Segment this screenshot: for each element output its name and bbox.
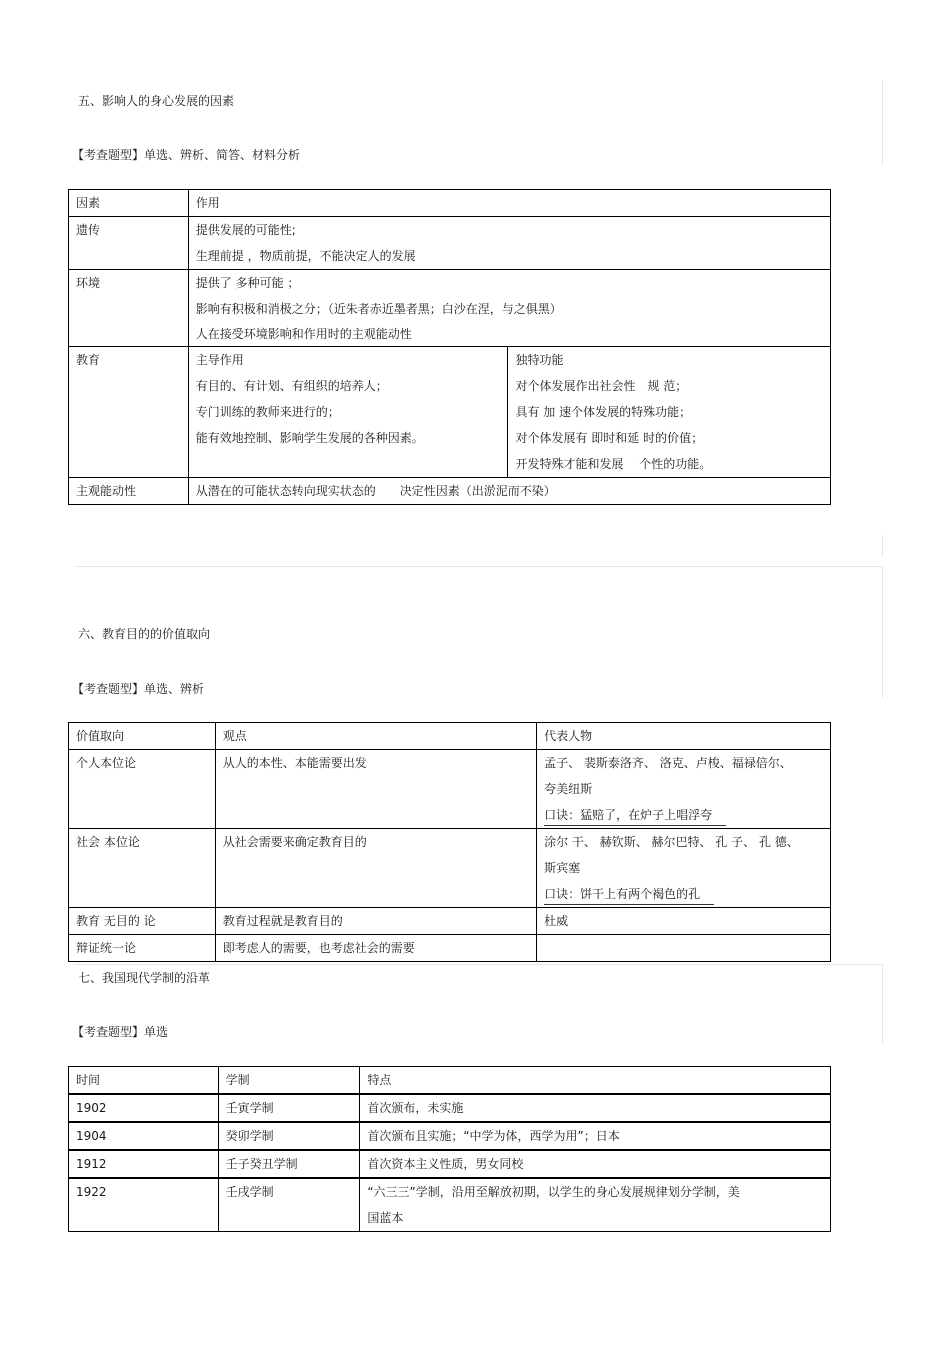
effect-line: 有目的、有计划、有组织的培养人； [195, 379, 388, 393]
effect-title: 主导作用 [195, 353, 244, 367]
system-cell: 壬寅学制 [218, 1094, 360, 1122]
table-header-row [69, 723, 831, 750]
table-row [69, 478, 831, 505]
feature-cell: 首次颁布，未实施 [360, 1094, 831, 1122]
page-edge-line [882, 566, 883, 698]
table-row [69, 1094, 831, 1122]
effect-title: 独特功能 [515, 353, 564, 367]
feature-cell [360, 1178, 831, 1232]
effect-line: 能有效地控制、影响学生发展的各种因素。 [195, 431, 424, 445]
year-cell: 1904 [69, 1122, 219, 1150]
mnemonic-text: 口诀：饼干上有两个褐色的孔 [544, 884, 714, 905]
mnemonic-line [544, 802, 823, 828]
table-header-row [69, 1067, 831, 1095]
table-row [69, 935, 831, 962]
factor-cell: 教育 [69, 347, 189, 478]
people-cell: 杜威 [537, 908, 831, 935]
header-cell: 学制 [218, 1067, 360, 1095]
page-divider [75, 566, 883, 567]
spacer [196, 451, 501, 477]
year-cell: 1912 [69, 1150, 219, 1178]
header-cell: 时间 [69, 1067, 219, 1095]
effect-line: 人在接受环境影响和作用时的主观能动性 [195, 327, 412, 341]
page-edge-line [882, 535, 883, 557]
orientation-cell: 个人本位论 [69, 750, 216, 829]
system-cell: 壬戌学制 [218, 1178, 360, 1232]
orientation-cell: 辩证统一论 [69, 935, 216, 962]
page-edge-line [882, 80, 883, 166]
table-row [69, 270, 831, 347]
effect-line: 生理前提 ，物质前提，不能决定人的发展 [195, 249, 416, 263]
header-cell: 代表人物 [537, 723, 831, 750]
factor-cell: 主观能动性 [69, 478, 189, 505]
effect-line: 提供发展的可能性; [195, 223, 296, 237]
table-header-row [69, 190, 831, 217]
effect-cell: 从潜在的可能状态转向现实状态的 决定性因素（出淤泥而不染） [188, 478, 830, 505]
view-cell: 教育过程就是教育目的 [215, 908, 536, 935]
exam-types: 【考查题型】单选、辨析 [72, 682, 205, 696]
year-cell: 1902 [69, 1094, 219, 1122]
system-cell: 壬子癸丑学制 [218, 1150, 360, 1178]
feature-line: 国蓝本 [367, 1211, 404, 1225]
orientation-cell: 社会 本位论 [69, 829, 216, 908]
exam-types: 【考查题型】单选 [72, 1025, 169, 1039]
school-system-table [68, 1066, 831, 1232]
header-cell: 作用 [188, 190, 830, 217]
value-orientation-table [68, 722, 831, 962]
feature-cell: 首次资本主义性质，男女同校 [360, 1150, 831, 1178]
section-title: 五、影响人的身心发展的因素 [78, 94, 235, 108]
people-line: 涂尔 干、 赫钦斯、 赫尔巴特、 孔 子、 孔 德、 [544, 835, 799, 849]
table-row [69, 1122, 831, 1150]
orientation-cell: 教育 无目的 论 [69, 908, 216, 935]
effect-line: 专门训练的教师来进行的； [195, 405, 340, 419]
table-row [69, 1150, 831, 1178]
table-row [69, 829, 831, 908]
page-divider [75, 964, 883, 965]
header-cell: 特点 [360, 1067, 831, 1095]
effect-line: 具有 加 速个体发展的特殊功能； [515, 405, 692, 419]
effect-line: 对个体发展有 即时和延 时的价值； [515, 431, 704, 445]
effect-cell [188, 270, 830, 347]
view-cell: 从人的本性、本能需要出发 [215, 750, 536, 829]
table-row [69, 908, 831, 935]
people-line: 夸美纽斯 [544, 782, 593, 796]
section-title: 六、教育目的的价值取向 [78, 627, 211, 641]
year-cell: 1922 [69, 1178, 219, 1232]
header-cell: 观点 [215, 723, 536, 750]
table-row [69, 750, 831, 829]
people-line: 斯宾塞 [544, 861, 581, 875]
table-row [69, 347, 831, 478]
effect-line: 提供了 多种可能 ； [195, 276, 300, 290]
table-row [69, 217, 831, 270]
people-cell [537, 750, 831, 829]
view-cell: 从社会需要来确定教育目的 [215, 829, 536, 908]
feature-line: “六三三”学制，沿用至解放初期，以学生的身心发展规律划分学制，美 [367, 1185, 740, 1199]
factor-cell: 环境 [69, 270, 189, 347]
people-cell [537, 935, 831, 962]
effect-line: 影响有积极和消极之分；（近朱者赤近墨者黑；白沙在涅，与之俱黑） [195, 302, 562, 316]
people-line: 孟子、 裴斯泰洛齐、 洛克、卢梭、福禄倍尔、 [544, 756, 792, 770]
factors-table [68, 189, 831, 505]
effect-line: 开发特殊才能和发展 个性的功能。 [515, 457, 712, 471]
effect-cell-right [508, 347, 831, 478]
mnemonic-line [544, 881, 823, 907]
exam-types: 【考查题型】单选、辨析、简答、材料分析 [72, 148, 301, 162]
view-cell: 即考虑人的需要，也考虑社会的需要 [215, 935, 536, 962]
table-row [69, 1178, 831, 1232]
header-cell: 价值取向 [69, 723, 216, 750]
effect-line: 对个体发展作出社会性 规 范； [515, 379, 688, 393]
people-cell [537, 829, 831, 908]
feature-cell: 首次颁布且实施；“中学为体，西学为用”；日本 [360, 1122, 831, 1150]
page-edge-line [882, 964, 883, 1044]
effect-cell [188, 217, 830, 270]
header-cell: 因素 [69, 190, 189, 217]
factor-cell: 遗传 [69, 217, 189, 270]
mnemonic-text: 口诀：猛赔了，在炉子上唱浮夸 [544, 805, 726, 826]
section-title: 七、我国现代学制的沿革 [78, 971, 211, 985]
system-cell: 癸卯学制 [218, 1122, 360, 1150]
effect-cell-left [188, 347, 508, 478]
